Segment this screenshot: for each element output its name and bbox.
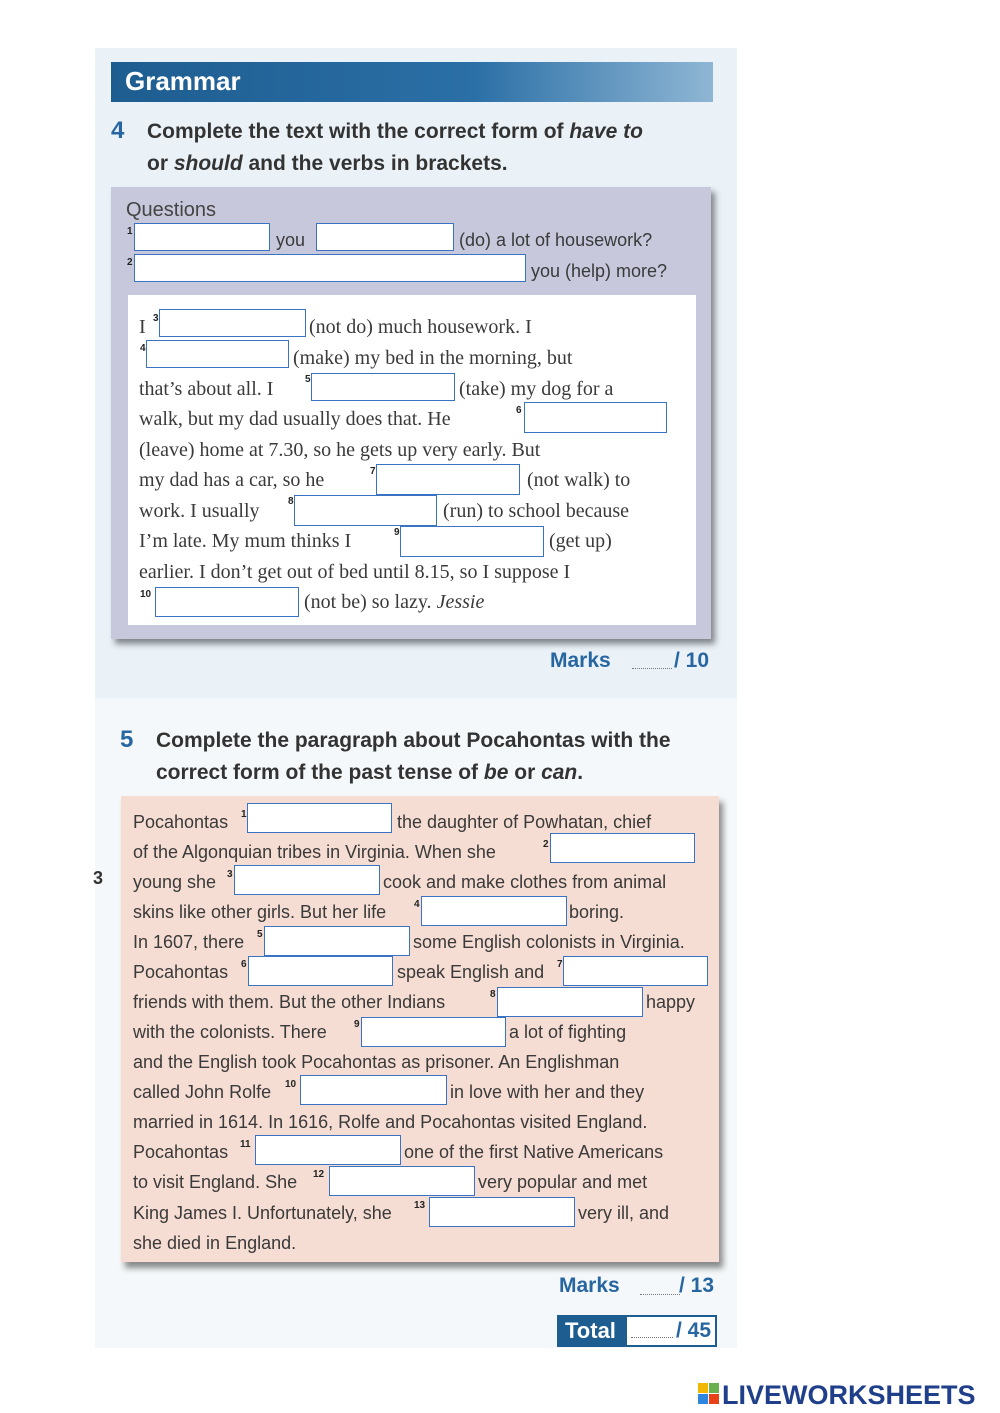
total-score: / 45 [675,1319,711,1342]
ex5-answer-3[interactable] [234,865,380,895]
instruction-emphasis: should [173,152,243,175]
marks-dotted-line [640,1294,680,1295]
ex4-marks-total: / 10 [674,649,710,672]
text: very ill, and [578,1203,670,1223]
instruction-text: . [577,761,584,784]
text: King James I. Unfortunately, she [133,1203,392,1223]
answer-number: 5 [257,929,263,940]
text: walk, but my dad usually does that. He [139,408,451,430]
text: (make) my bed in the morning, but [293,347,573,369]
text: married in 1614. In 1616, Rolfe and Pocahontas visited England. [133,1112,648,1132]
questions-label: Questions [126,199,217,221]
total-dotted-line [631,1337,673,1338]
text: happy [646,992,696,1012]
ex4-answer-4[interactable] [146,340,289,368]
text: Pocahontas [133,812,229,832]
text: the daughter of Powhatan, chief [397,812,652,832]
signature: Jessie [436,591,485,613]
text: (get up) [549,530,612,552]
text: (run) to school because [443,500,630,522]
text [304,591,484,614]
answer-number: 10 [285,1079,297,1090]
logo-icon [698,1383,720,1405]
text: she died in England. [133,1233,297,1253]
answer-number: 5 [305,374,311,385]
ex5-answer-12[interactable] [329,1166,475,1196]
instruction-text: correct form of the past tense of [156,761,484,784]
ex5-answer-13[interactable] [429,1197,575,1227]
text: (leave) home at 7.30, so he gets up very early. But [139,439,541,461]
text: of the Algonquian tribes in Virginia. When she [133,842,496,862]
text: boring. [569,902,625,922]
instruction-text: or [508,761,542,784]
answer-number: 4 [414,899,420,910]
instruction-emphasis: can [541,761,578,784]
ex5-answer-4[interactable] [421,896,567,926]
exercise-5-number: 5 [120,726,134,753]
instruction-emphasis: be [483,761,509,784]
text: (not do) much housework. I [309,316,532,338]
instruction-text: and the verbs in brackets. [242,152,508,175]
ex5-answer-5[interactable] [264,926,410,956]
instruction-text: Complete the paragraph about Pocahontas with the [156,729,671,752]
ex4-answer-7[interactable] [376,464,520,495]
answer-number: 9 [394,527,400,538]
text: (take) my dog for a [459,378,614,400]
text: to visit England. She [133,1172,298,1192]
answer-number: 1 [241,809,247,820]
answer-number: 3 [153,313,159,324]
marks-dotted-line [632,668,672,669]
total-label: Total [559,1317,627,1345]
ex4-answer-3[interactable] [159,309,306,337]
ex5-answer-11[interactable] [255,1135,401,1165]
text: Pocahontas [133,1142,229,1162]
total-box [557,1315,717,1347]
text: In 1607, there [133,932,245,952]
instruction-text: or [147,152,174,175]
text: skins like other girls. But her life [133,902,387,922]
text: work. I usually [139,500,260,522]
text: cook and make clothes from animal [383,872,667,892]
answer-number: 10 [140,589,152,600]
ex5-answer-6[interactable] [248,956,393,986]
text: a lot of fighting [509,1022,627,1042]
ex4-answer-1b[interactable] [316,223,454,251]
text: that’s about all. I [139,378,274,400]
text: speak English and [397,962,545,982]
instruction-emphasis: have to [569,120,643,143]
text: I [139,316,146,338]
ex5-answer-7[interactable] [563,956,708,986]
section-banner [111,62,713,102]
text: Pocahontas [133,962,229,982]
q2-text: you (help) more? [531,261,668,281]
answer-number: 1 [127,226,133,237]
answer-number: 7 [370,466,376,477]
text-you: you [276,230,306,250]
ex5-answer-8[interactable] [497,987,643,1017]
answer-number: 2 [127,257,133,268]
ex4-answer-6[interactable] [524,402,667,433]
ex5-answer-1[interactable] [247,803,392,833]
text: some English colonists in Virginia. [413,932,685,952]
text: I’m late. My mum thinks I [139,530,352,552]
edge-mark: 3 [93,868,104,888]
ex5-answer-10[interactable] [300,1075,447,1105]
text: one of the first Native Americans [404,1142,664,1162]
text: in love with her and they [450,1082,645,1102]
exercise-5-instruction [156,725,671,789]
logo-text: LIVEWORKSHEETS [722,1380,976,1410]
text: and the English took Pocahontas as prisoner. An Englishman [133,1052,620,1072]
answer-number: 3 [227,869,233,880]
ex4-answer-5[interactable] [311,373,455,401]
ex4-answer-9[interactable] [400,526,544,557]
answer-number: 7 [557,959,563,970]
text: (not be) so lazy. [304,591,432,613]
text: friends with them. But the other Indians [133,992,446,1012]
ex4-answer-10[interactable] [155,587,299,617]
answer-number: 2 [543,839,549,850]
answer-number: 8 [490,989,496,1000]
instruction-text: Complete the text with the correct form of [147,120,570,143]
answer-number: 8 [288,496,294,507]
answer-number: 6 [516,405,522,416]
text: my dad has a car, so he [139,469,325,491]
ex5-marks-total: / 13 [679,1274,715,1297]
exercise-4-instruction [147,116,643,180]
section-title: Grammar [125,66,241,96]
text: earlier. I don’t get out of bed until 8.15, so I suppose I [139,561,571,583]
ex4-marks-label: Marks [550,649,611,672]
ex5-answer-9[interactable] [361,1017,506,1047]
ex4-answer-2[interactable] [134,254,526,282]
answer-number: 11 [240,1139,251,1150]
ex4-answer-1a[interactable] [134,223,270,251]
q1-text: (do) a lot of housework? [459,230,653,250]
exercise-4-number: 4 [111,117,125,144]
text: (not walk) to [527,469,631,491]
answer-number: 13 [414,1200,426,1211]
answer-number: 6 [241,959,247,970]
ex4-answer-8[interactable] [294,495,437,526]
text: very popular and met [478,1172,648,1192]
answer-number: 4 [140,343,146,354]
answer-number: 9 [354,1019,360,1030]
answer-number: 12 [313,1169,325,1180]
ex5-answer-2[interactable] [550,833,695,863]
text: called John Rolfe [133,1082,272,1102]
ex5-marks-label: Marks [559,1274,620,1297]
text: with the colonists. There [133,1022,327,1042]
text: young she [133,872,217,892]
